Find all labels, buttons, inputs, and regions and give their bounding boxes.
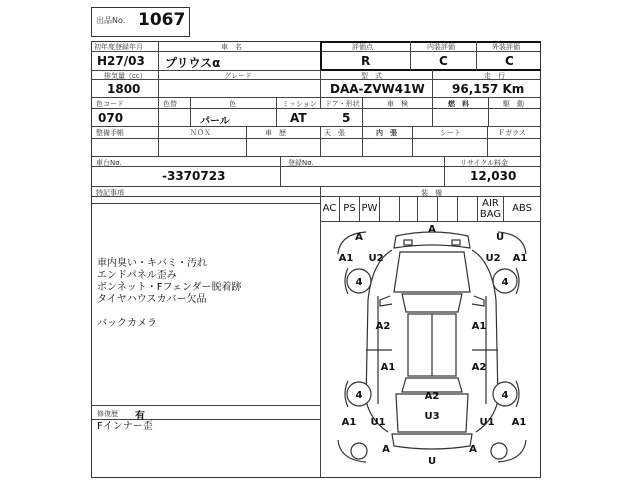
damage-mark: A1 — [511, 417, 527, 428]
exterior-score-label: 外装評価 — [492, 43, 520, 51]
col-line — [476, 41, 477, 70]
col-line — [488, 97, 489, 126]
color-label: 色 — [229, 100, 236, 108]
damage-mark: 4 — [355, 390, 363, 401]
col-line — [362, 126, 363, 156]
recycle-fee-label: リサイクル料金 — [460, 159, 509, 167]
damage-mark: A1 — [341, 417, 357, 428]
col-line — [158, 41, 159, 97]
col-line — [362, 97, 363, 126]
col-line — [158, 126, 159, 156]
ceiling-label: 天 張 — [324, 129, 345, 137]
interior-score-label: 内装評価 — [427, 43, 455, 51]
bold-line — [320, 69, 541, 71]
fuel-label: 燃 料 — [448, 100, 469, 108]
damage-mark: 4 — [355, 277, 363, 288]
equipment-cell: AIR BAG — [478, 197, 504, 221]
seat-label: シート — [440, 129, 461, 137]
damage-mark: A1 — [512, 253, 528, 264]
damage-mark: A2 — [471, 362, 487, 373]
model-value: DAA-ZVW41W — [330, 82, 425, 96]
damage-mark: A1 — [380, 362, 396, 373]
model-label: 型 式 — [361, 72, 382, 80]
displacement-value: 1800 — [107, 82, 141, 96]
equipment-cell: PW — [360, 197, 380, 221]
col-line — [320, 126, 321, 156]
col-line — [412, 126, 413, 156]
score-label: 評価点 — [352, 43, 373, 51]
inspection-label: 車 検 — [387, 100, 408, 108]
mission-label: ミッション — [282, 100, 317, 108]
damage-mark: A — [428, 224, 436, 235]
damage-mark: 4 — [501, 277, 509, 288]
exterior-score-value: C — [505, 54, 514, 68]
chassis-label: 車台No. — [96, 159, 122, 167]
col-line — [320, 70, 321, 108]
mileage-value: 96,157 Km — [452, 82, 525, 96]
col-line — [158, 97, 159, 126]
remark-line: タイヤハウスカバー欠品 — [97, 294, 207, 305]
damage-mark: U3 — [424, 411, 440, 422]
lot-label: 出品No. — [96, 16, 126, 25]
mission-value: AT — [290, 111, 307, 125]
remark-line: 車内臭い・キバミ・汚れ — [97, 258, 207, 269]
row-line — [91, 405, 320, 406]
first-reg-value: H27/03 — [97, 54, 145, 68]
color-change-label: 色替 — [163, 100, 177, 108]
damage-mark: U2 — [368, 253, 384, 264]
equipment-cell — [458, 197, 478, 221]
door-value: 5 — [342, 111, 351, 125]
color-code-label: 色コード — [96, 100, 124, 108]
chassis-value: -3370723 — [162, 169, 226, 183]
damage-mark: U1 — [479, 417, 495, 428]
first-reg-label: 初年度登録年月 — [94, 43, 143, 51]
damage-mark: A2 — [375, 321, 391, 332]
repair-history-value: 有 — [135, 411, 145, 422]
damage-mark: A — [469, 444, 477, 455]
equipment-cell — [438, 197, 458, 221]
col-line — [190, 97, 191, 126]
row-line — [91, 203, 320, 204]
equipment-cell — [418, 197, 438, 221]
damage-mark: U — [427, 456, 437, 467]
damage-mark: A — [355, 232, 363, 243]
col-line — [432, 97, 433, 126]
equipment-cell: AC — [320, 197, 340, 221]
equipment-label: 装 備 — [421, 189, 442, 197]
remark-line: ボンネット・Fフェンダー脱着跡 — [97, 282, 242, 293]
bold-line — [320, 41, 322, 71]
interior-trim-label: 内 張 — [376, 129, 397, 137]
recycle-fee-value: 12,030 — [470, 169, 517, 183]
grade-label: グレード — [224, 72, 252, 80]
nox-label: ＮＯＸ — [190, 129, 211, 137]
damage-mark: 4 — [501, 390, 509, 401]
door-label: ドア・形状 — [325, 100, 360, 108]
equipment-cell: ABS — [504, 197, 541, 221]
row-line — [91, 156, 541, 157]
registration-label: 登録No. — [288, 159, 314, 167]
remark-line: バックカメラ — [97, 318, 157, 329]
repair-history-label: 修復歴 — [97, 410, 118, 418]
damage-mark: A1 — [338, 253, 354, 264]
col-line — [487, 126, 488, 156]
damage-mark: U1 — [370, 417, 386, 428]
car-name-value: プリウスα — [165, 56, 221, 70]
repair-note: Fインナー歪 — [97, 421, 153, 432]
col-line — [432, 70, 433, 97]
color-value: パール — [200, 116, 230, 127]
score-value: R — [361, 54, 371, 68]
remarks-label: 特記事項 — [96, 189, 124, 197]
col-line — [246, 126, 247, 156]
remark-line: エンドパネル歪み — [97, 270, 177, 281]
history-label: 車 歴 — [265, 129, 286, 137]
car-name-label: 車 名 — [221, 43, 242, 51]
drive-label: 駆 動 — [503, 100, 524, 108]
damage-mark: A1 — [471, 321, 487, 332]
row-line — [91, 186, 541, 187]
equipment-cell — [400, 197, 418, 221]
equipment-cell — [380, 197, 400, 221]
col-line — [410, 41, 411, 70]
displacement-label: 排気量（cc） — [104, 72, 147, 80]
damage-mark: A — [382, 444, 390, 455]
col-line — [444, 156, 445, 186]
equipment-cell: PS — [340, 197, 360, 221]
mileage-label: 走 行 — [484, 72, 505, 80]
remarks-list — [97, 258, 242, 330]
damage-mark: A2 — [424, 391, 440, 402]
row-line — [91, 419, 320, 420]
color-code-value: 070 — [98, 111, 124, 125]
interior-score-value: C — [439, 54, 448, 68]
lot-number: 1067 — [138, 10, 186, 30]
glass-label: Ｆガラス — [498, 129, 526, 137]
col-line — [276, 97, 277, 126]
remark-line — [97, 306, 242, 318]
damage-mark: U — [495, 232, 505, 243]
damage-mark: U2 — [485, 253, 501, 264]
damage-diagram — [320, 222, 541, 478]
manual-label: 整備手帳 — [96, 129, 124, 137]
col-line — [280, 156, 281, 186]
